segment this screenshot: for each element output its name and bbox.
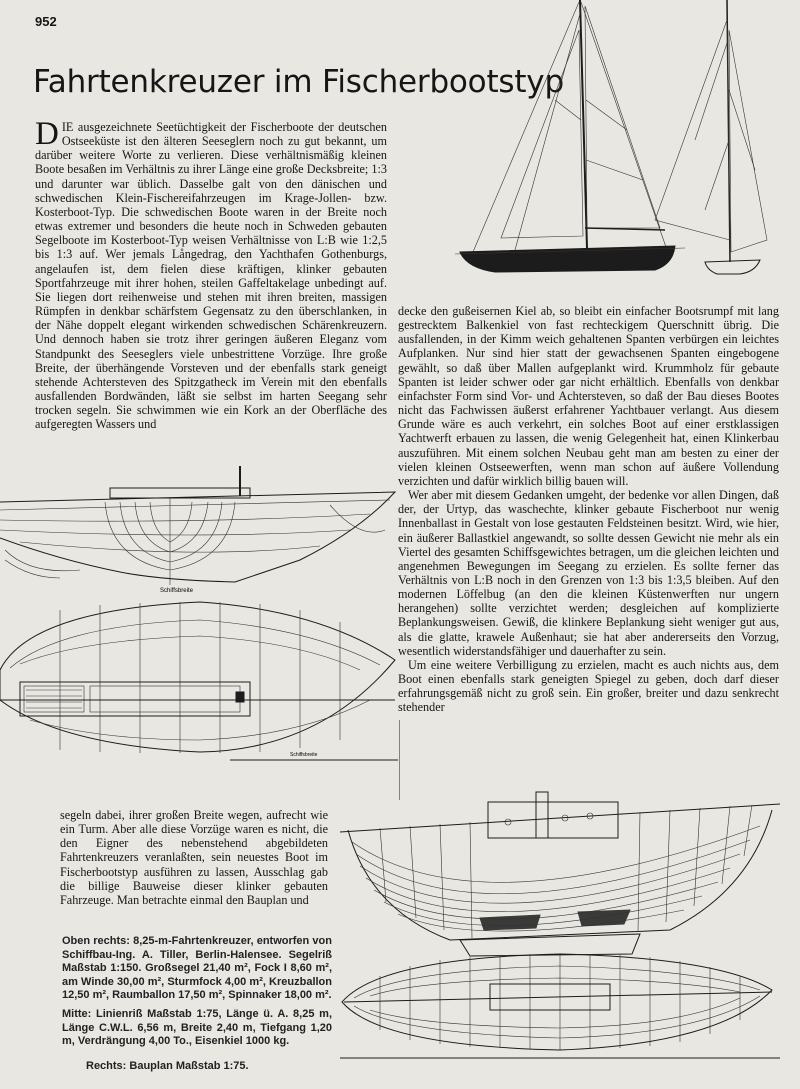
article-column-right [398,304,779,715]
article-paragraph: Wer aber mit diesem Gedanken umgeht, der bedenke vor allen Dingen, daß der, der Urtyp, das waschechte, klinker gebaute Fischerboot nur wenig Innenballast in Gestalt von lose gestauten Feldsteinen besitzt. Wird, wie hier, ein äußerer Ballastkiel angewandt, so sollte dessen Gewicht nie mehr als ein Viertel des gesamten Schiffsgewichtes betragen, um die gleichen leichten und angenehmen Bewegungen im Seegang zu erzielen. Es sollte ferner das Verhältnis von L:B noch in den Grenzen von 1:3 bis 1:3,5 bleiben. Auf den modernen Löffelbug (an den die kleinen Küstenwerften nur ungern herangehen) sollte verzichtet werden; desgleichen auf komplizierte Beplankungsweisen. Gewiß, die klinkere Beplankung sieht weniger gut aus, als die glatte, krawele Außenhaut; sie hat aber andererseits den Vorzug, wesentlich widerstandsfähiger und dauerhafter zu sein. [398,488,779,658]
article-paragraph: IE ausgezeichnete Seetüchtigkeit der Fischerboote der deutschen Ostseeküste ist den älteren Seeseglern noch zu gut bekannt, um darüber weitere Worte zu verlieren. Diese verhältnismäßig kleinen Boote besaßen im Verhältnis zu ihrer Länge eine große Decksbreite; 1:3 und darunter war üblich. Dasselbe galt von den dänischen und schwedischen Klein-Fischereifahrzeugen im Krage-Jollen- bzw. Kosterboot-Typ. Die schwedischen Boote waren in der Breite noch etwas extremer und besonders die heute noch in Schweden gebauten Segelboote im Kosterboot-Typ weisen Verhältnisse von L:B wie 1:2,5 bis 1:3 auf. Wer jemals Långedrag, den Yachthafen Gothenburgs, angelaufen ist, dem fielen diese kräftigen, klinker gebauten Sportfahrzeuge mit ihrer hohen, steilen Gaffeltakelage unbedingt auf. Sie liegen dort reihenweise und stehen mit ihren breiten, massigen Rümpfen in denkbar schärfstem Gegensatz zu den überschlanken, in der Nähe doppelt elegant wirkenden schwedischen Schärenkreuzern. Und dennoch haben sie trotz ihrer geringen äußeren Eleganz vom Standpunkt des Seeseglers viele unbestrittene Vorzüge. Ihre große Breite, der überhängende Vorsteven und der ebenfalls stark geneigt stehende Achtersteven des Spitzgatheck im Verein mit den ebenfalls ausfallenden Bordwänden, läßt sie selbst im harten Seegang sehr trocken segeln. Sie schwimmen wie ein Kork an der Oberfläche des aufgeregten Wassers und [35,120,387,432]
article-column-bottom-left [60,808,328,907]
drawing-label: Schiffsbreite [160,588,193,594]
construction-plan-drawing [340,790,780,1080]
article-paragraph: decke den gußeisernen Kiel ab, so bleibt ein einfacher Bootsrumpf mit lang gestrecktem Balkenkiel von fast rechteckigem Querschnitt übrig. Die ausfallenden, in der Kimm weich gehaltenen Spanten verbürgen ein leichtes Aufplanken. Nur sind hier statt der gewachsenen Spanten eingebogene gewählt, so daß über Mallen aufgeplankt wird. Krummholz für gebaute Spanten ist leider schwer oder gar nicht erhältlich. Ebenfalls von denkbar einfachster Form sind Vor- und Achtersteven, so daß der Bau dieses Bootes nicht das Fachwissen äußerst erfahrener Yachtbauer verlangt. Aus diesem Grunde wäre es auch verkehrt, ein solches Boot auf einer erstklassigen Yachtwerft erbauen zu lassen, die wenig Gelegenheit hat, einen Klinkerbau auszuführen. Mit einem solchen Neubau geht man am besten zu einer der vielen kleinen Ostseewerften, wenn man schon auf äußere Vollendung verzichten und dafür wirklich billig bauen will. [398,304,779,488]
drop-cap: D [35,116,59,152]
lines-plan-drawing [0,460,400,805]
article-column-left [35,116,387,432]
article-paragraph: segeln dabei, ihrer großen Breite wegen, aufrecht wie ein Turm. Aber alle diese Vorzüge waren es nicht, die den Eigner des nebenstehend abgebildeten Fahrtenkreuzers veranlaßten, sein neuestes Boot im Fischerbootstyp ausführen zu lassen, Ausschlag gab die billige Bauweise dieser klinker gebauten Fahrzeuge. Man betrachte einmal den Bauplan und [60,808,328,907]
sail-plan-drawing [455,0,785,290]
caption-construction-plan: Rechts: Bauplan Maßstab 1:75. [86,1060,249,1072]
article-paragraph: Um eine weitere Verbilligung zu erzielen, macht es auch nichts aus, dem Boot einen ebenfalls stark geneigten Spiegel zu geben, doch darf dieser erfahrungsgemäß nicht zu groß sein. Ein großer, breiter und dazu senkrecht stehender [398,657,779,715]
drawing-label: Schiffsbreite [290,752,318,758]
caption-sail-plan: Oben rechts: 8,25-m-Fahrtenkreuzer, entworfen von Schiffbau-Ing. A. Tiller, Berlin-Halensee. Segelriß Maßstab 1:150. Großsegel 21,40 m², Fock I 8,60 m², am Winde 30,00 m², Sturmfock 4,00 m², Kreuzballon 12,50 m², Raumballon 17,50 m², Spinnaker 18,00 m². [62,935,332,1002]
page-number: 952 [35,14,57,29]
page-title: Fahrtenkreuzer im Fischerbootstyp [33,64,564,100]
caption-lines-plan: Mitte: Linienriß Maßstab 1:75, Länge ü. A. 8,25 m, Länge C.W.L. 6,56 m, Breite 2,40 m, Tiefgang 1,20 m, Verdrängung 4,00 To., Eisenkiel 1000 kg. [62,1008,332,1048]
